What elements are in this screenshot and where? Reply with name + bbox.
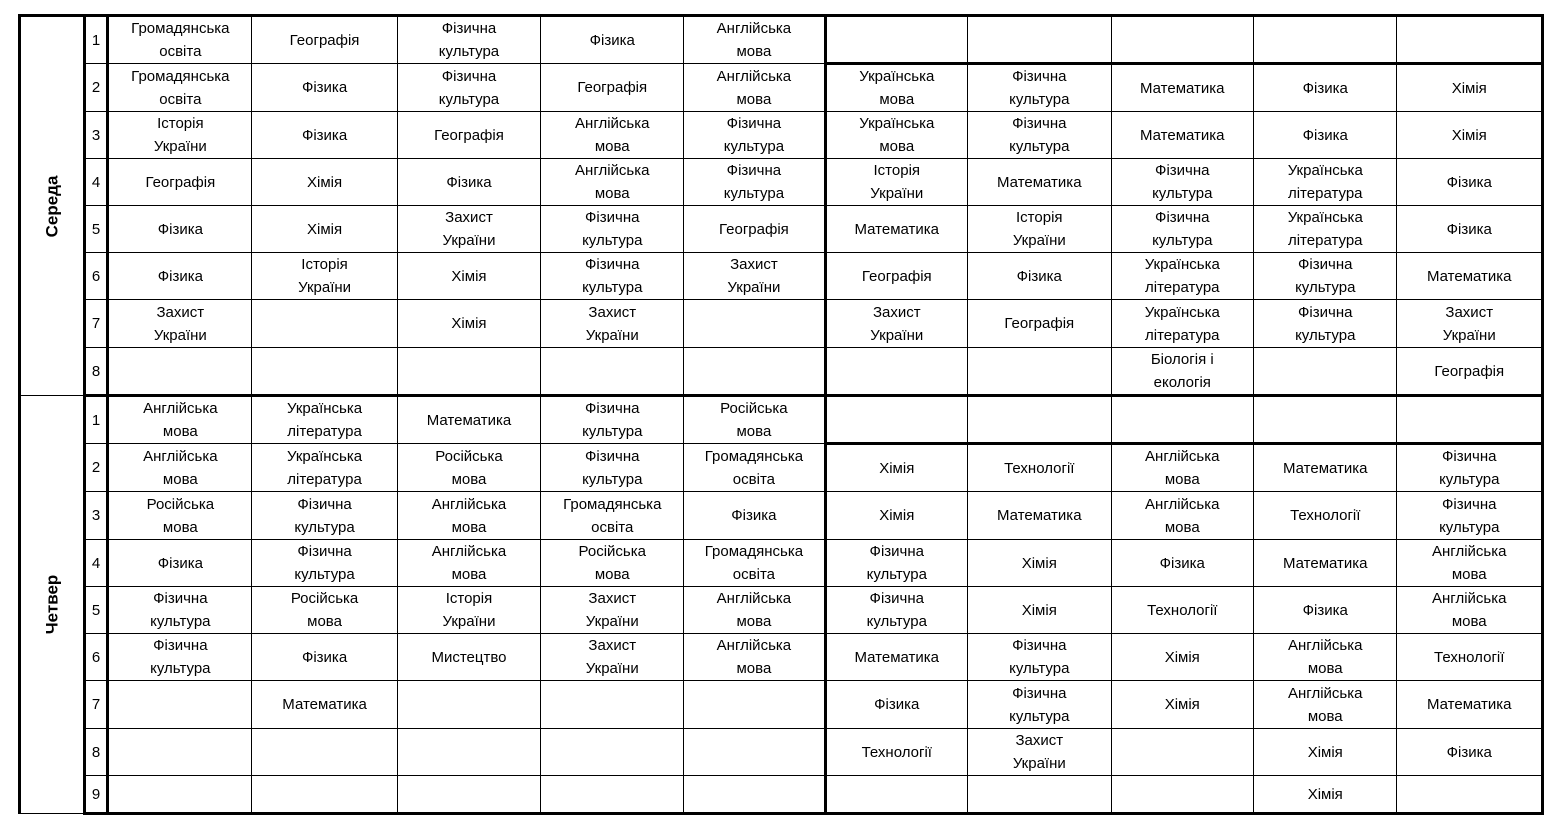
day-label (20, 16, 85, 396)
lesson-cell: Громадянська освіта (541, 492, 684, 540)
lesson-cell: Історія України (252, 253, 397, 300)
lesson-cell: Громадянська освіта (684, 540, 825, 587)
lesson-cell: Математика (825, 634, 968, 681)
lesson-cell: Технології (825, 729, 968, 776)
lesson-cell: Фізична культура (1111, 206, 1254, 253)
lesson-cell: Фізична культура (541, 444, 684, 492)
lesson-cell: Англійська мова (108, 444, 252, 492)
lesson-cell: Фізика (1254, 64, 1397, 112)
lesson-cell: Фізична культура (108, 587, 252, 634)
lesson-cell: Хімія (397, 300, 540, 348)
lesson-number: 4 (84, 159, 107, 206)
lesson-cell: Фізична культура (968, 681, 1111, 729)
lesson-cell (968, 348, 1111, 396)
table-row (20, 729, 1543, 776)
lesson-cell: Фізична культура (541, 206, 684, 253)
lesson-cell: Математика (1397, 681, 1543, 729)
lesson-cell: Фізична культура (684, 159, 825, 206)
lesson-cell: Англійська мова (1111, 444, 1254, 492)
lesson-cell: Англійська мова (684, 64, 825, 112)
lesson-cell: Хімія (1397, 112, 1543, 159)
lesson-cell (252, 300, 397, 348)
lesson-cell: Історія України (825, 159, 968, 206)
day-name: Четвер (42, 574, 62, 635)
table-row (20, 348, 1543, 396)
lesson-cell: Математика (252, 681, 397, 729)
lesson-cell (397, 776, 540, 814)
lesson-cell: Українська мова (825, 112, 968, 159)
lesson-cell (825, 776, 968, 814)
lesson-cell: Математика (968, 492, 1111, 540)
lesson-cell (108, 776, 252, 814)
lesson-number: 4 (84, 540, 107, 587)
lesson-cell: Фізика (252, 64, 397, 112)
lesson-cell: Географія (968, 300, 1111, 348)
lesson-cell: Фізична культура (252, 492, 397, 540)
lesson-number: 8 (84, 348, 107, 396)
schedule-sheet (18, 14, 1544, 815)
lesson-cell (1397, 16, 1543, 64)
lesson-cell: Фізична культура (541, 253, 684, 300)
lesson-cell: Математика (1254, 444, 1397, 492)
lesson-cell: Російська мова (108, 492, 252, 540)
lesson-cell: Технології (1254, 492, 1397, 540)
lesson-cell: Російська мова (541, 540, 684, 587)
lesson-cell: Фізика (1254, 587, 1397, 634)
lesson-cell: Фізика (541, 16, 684, 64)
lesson-cell (541, 776, 684, 814)
lesson-cell: Географія (1397, 348, 1543, 396)
lesson-cell: Фізика (1397, 206, 1543, 253)
lesson-cell: Англійська мова (1254, 681, 1397, 729)
lesson-cell (252, 348, 397, 396)
lesson-cell: Хімія (825, 444, 968, 492)
lesson-number: 3 (84, 112, 107, 159)
lesson-cell (684, 348, 825, 396)
lesson-cell: Географія (541, 64, 684, 112)
lesson-cell: Історія України (968, 206, 1111, 253)
lesson-cell (1254, 348, 1397, 396)
lesson-cell: Англійська мова (541, 159, 684, 206)
lesson-cell: Захист України (968, 729, 1111, 776)
table-row (20, 396, 1543, 444)
lesson-number: 7 (84, 681, 107, 729)
lesson-cell: Російська мова (252, 587, 397, 634)
lesson-cell: Громадянська освіта (684, 444, 825, 492)
lesson-cell: Фізична культура (968, 64, 1111, 112)
lesson-cell: Англійська мова (1111, 492, 1254, 540)
day-label (20, 396, 85, 814)
lesson-cell: Хімія (825, 492, 968, 540)
lesson-cell: Фізична культура (1254, 253, 1397, 300)
lesson-cell (541, 729, 684, 776)
lesson-cell (684, 776, 825, 814)
lesson-cell: Англійська мова (397, 540, 540, 587)
lesson-cell: Фізична культура (1111, 159, 1254, 206)
lesson-cell: Математика (968, 159, 1111, 206)
lesson-cell: Захист України (397, 206, 540, 253)
lesson-cell (825, 396, 968, 444)
lesson-cell (684, 729, 825, 776)
table-row (20, 540, 1543, 587)
lesson-cell: Математика (1111, 64, 1254, 112)
table-row (20, 634, 1543, 681)
lesson-cell: Російська мова (397, 444, 540, 492)
lesson-cell: Фізика (1254, 112, 1397, 159)
lesson-cell: Захист України (541, 300, 684, 348)
lesson-cell: Технології (968, 444, 1111, 492)
lesson-cell: Українська література (1254, 206, 1397, 253)
table-row (20, 587, 1543, 634)
lesson-cell (397, 348, 540, 396)
lesson-cell: Географія (252, 16, 397, 64)
lesson-cell: Фізична культура (1397, 492, 1543, 540)
lesson-cell (252, 776, 397, 814)
lesson-cell: Українська література (1111, 300, 1254, 348)
lesson-cell: Фізична культура (1254, 300, 1397, 348)
lesson-cell: Англійська мова (108, 396, 252, 444)
day-name: Середа (42, 175, 62, 237)
lesson-cell (1111, 776, 1254, 814)
lesson-cell (1111, 729, 1254, 776)
lesson-cell: Фізика (968, 253, 1111, 300)
lesson-cell (1397, 396, 1543, 444)
lesson-cell: Хімія (1111, 634, 1254, 681)
table-row (20, 776, 1543, 814)
table-row (20, 681, 1543, 729)
table-row (20, 300, 1543, 348)
lesson-number: 9 (84, 776, 107, 814)
lesson-cell (1254, 16, 1397, 64)
lesson-cell: Захист України (541, 587, 684, 634)
lesson-cell: Українська література (1111, 253, 1254, 300)
lesson-cell: Математика (1254, 540, 1397, 587)
lesson-cell: Англійська мова (541, 112, 684, 159)
table-row (20, 253, 1543, 300)
lesson-number: 7 (84, 300, 107, 348)
lesson-cell: Хімія (252, 159, 397, 206)
lesson-cell (684, 300, 825, 348)
lesson-cell: Фізика (397, 159, 540, 206)
lesson-cell: Англійська мова (397, 492, 540, 540)
lesson-cell: Технології (1397, 634, 1543, 681)
lesson-cell: Математика (825, 206, 968, 253)
lesson-cell (1111, 16, 1254, 64)
lesson-cell (397, 681, 540, 729)
lesson-cell (825, 16, 968, 64)
lesson-cell: Хімія (1111, 681, 1254, 729)
lesson-cell: Географія (684, 206, 825, 253)
lesson-cell: Фізична культура (252, 540, 397, 587)
lesson-cell: Фізика (684, 492, 825, 540)
lesson-cell: Захист України (684, 253, 825, 300)
lesson-cell: Фізика (252, 112, 397, 159)
lesson-cell: Англійська мова (684, 16, 825, 64)
table-row (20, 159, 1543, 206)
lesson-cell: Фізична культура (541, 396, 684, 444)
lesson-cell: Математика (1111, 112, 1254, 159)
lesson-cell: Фізика (252, 634, 397, 681)
lesson-cell: Українська мова (825, 64, 968, 112)
lesson-cell: Фізика (1111, 540, 1254, 587)
lesson-cell: Хімія (968, 587, 1111, 634)
lesson-cell: Фізична культура (825, 540, 968, 587)
lesson-cell: Фізика (108, 253, 252, 300)
lesson-cell: Математика (1397, 253, 1543, 300)
lesson-cell: Фізична культура (968, 634, 1111, 681)
lesson-cell: Хімія (968, 540, 1111, 587)
lesson-number: 1 (84, 396, 107, 444)
lesson-cell: Хімія (252, 206, 397, 253)
lesson-cell: Фізика (108, 540, 252, 587)
lesson-cell: Фізична культура (397, 64, 540, 112)
table-row (20, 492, 1543, 540)
lesson-cell: Фізика (1397, 729, 1543, 776)
lesson-cell: Англійська мова (1397, 540, 1543, 587)
lesson-cell (108, 348, 252, 396)
lesson-cell: Хімія (397, 253, 540, 300)
lesson-cell: Англійська мова (684, 587, 825, 634)
lesson-cell (541, 681, 684, 729)
lesson-cell: Фізична культура (108, 634, 252, 681)
lesson-cell: Фізика (825, 681, 968, 729)
table-row (20, 64, 1543, 112)
lesson-cell: Хімія (1254, 729, 1397, 776)
lesson-cell: Хімія (1397, 64, 1543, 112)
lesson-cell: Фізична культура (968, 112, 1111, 159)
lesson-cell: Географія (397, 112, 540, 159)
lesson-cell (825, 348, 968, 396)
lesson-cell (541, 348, 684, 396)
table-row (20, 112, 1543, 159)
lesson-cell (108, 681, 252, 729)
lesson-number: 5 (84, 206, 107, 253)
table-row (20, 206, 1543, 253)
lesson-number: 1 (84, 16, 107, 64)
lesson-cell: Біологія і екологія (1111, 348, 1254, 396)
lesson-cell: Громадянська освіта (108, 16, 252, 64)
lesson-cell: Російська мова (684, 396, 825, 444)
lesson-number: 6 (84, 253, 107, 300)
lesson-number: 6 (84, 634, 107, 681)
lesson-cell: Технології (1111, 587, 1254, 634)
lesson-number: 5 (84, 587, 107, 634)
lesson-cell: Математика (397, 396, 540, 444)
lesson-cell: Захист України (825, 300, 968, 348)
lesson-cell: Фізична культура (825, 587, 968, 634)
schedule-table (18, 14, 1544, 815)
lesson-number: 2 (84, 64, 107, 112)
lesson-cell: Українська література (1254, 159, 1397, 206)
lesson-cell: Хімія (1254, 776, 1397, 814)
lesson-cell (1111, 396, 1254, 444)
lesson-cell: Англійська мова (684, 634, 825, 681)
lesson-cell: Фізична культура (684, 112, 825, 159)
table-row (20, 16, 1543, 64)
lesson-cell: Історія України (108, 112, 252, 159)
lesson-cell: Громадянська освіта (108, 64, 252, 112)
lesson-cell (968, 396, 1111, 444)
lesson-cell: Фізика (108, 206, 252, 253)
lesson-cell: Географія (108, 159, 252, 206)
lesson-number: 2 (84, 444, 107, 492)
lesson-cell: Захист України (1397, 300, 1543, 348)
lesson-cell: Українська література (252, 444, 397, 492)
lesson-cell (968, 776, 1111, 814)
lesson-cell (252, 729, 397, 776)
lesson-cell (108, 729, 252, 776)
lesson-number: 3 (84, 492, 107, 540)
lesson-cell (397, 729, 540, 776)
lesson-cell: Фізика (1397, 159, 1543, 206)
lesson-cell: Фізична культура (1397, 444, 1543, 492)
lesson-cell: Англійська мова (1254, 634, 1397, 681)
lesson-cell (1254, 396, 1397, 444)
lesson-cell: Захист України (108, 300, 252, 348)
lesson-cell (968, 16, 1111, 64)
lesson-cell: Українська література (252, 396, 397, 444)
lesson-cell: Історія України (397, 587, 540, 634)
lesson-cell: Географія (825, 253, 968, 300)
lesson-cell: Фізична культура (397, 16, 540, 64)
lesson-cell: Захист України (541, 634, 684, 681)
lesson-cell: Мистецтво (397, 634, 540, 681)
table-row (20, 444, 1543, 492)
lesson-number: 8 (84, 729, 107, 776)
lesson-cell (684, 681, 825, 729)
lesson-cell (1397, 776, 1543, 814)
lesson-cell: Англійська мова (1397, 587, 1543, 634)
